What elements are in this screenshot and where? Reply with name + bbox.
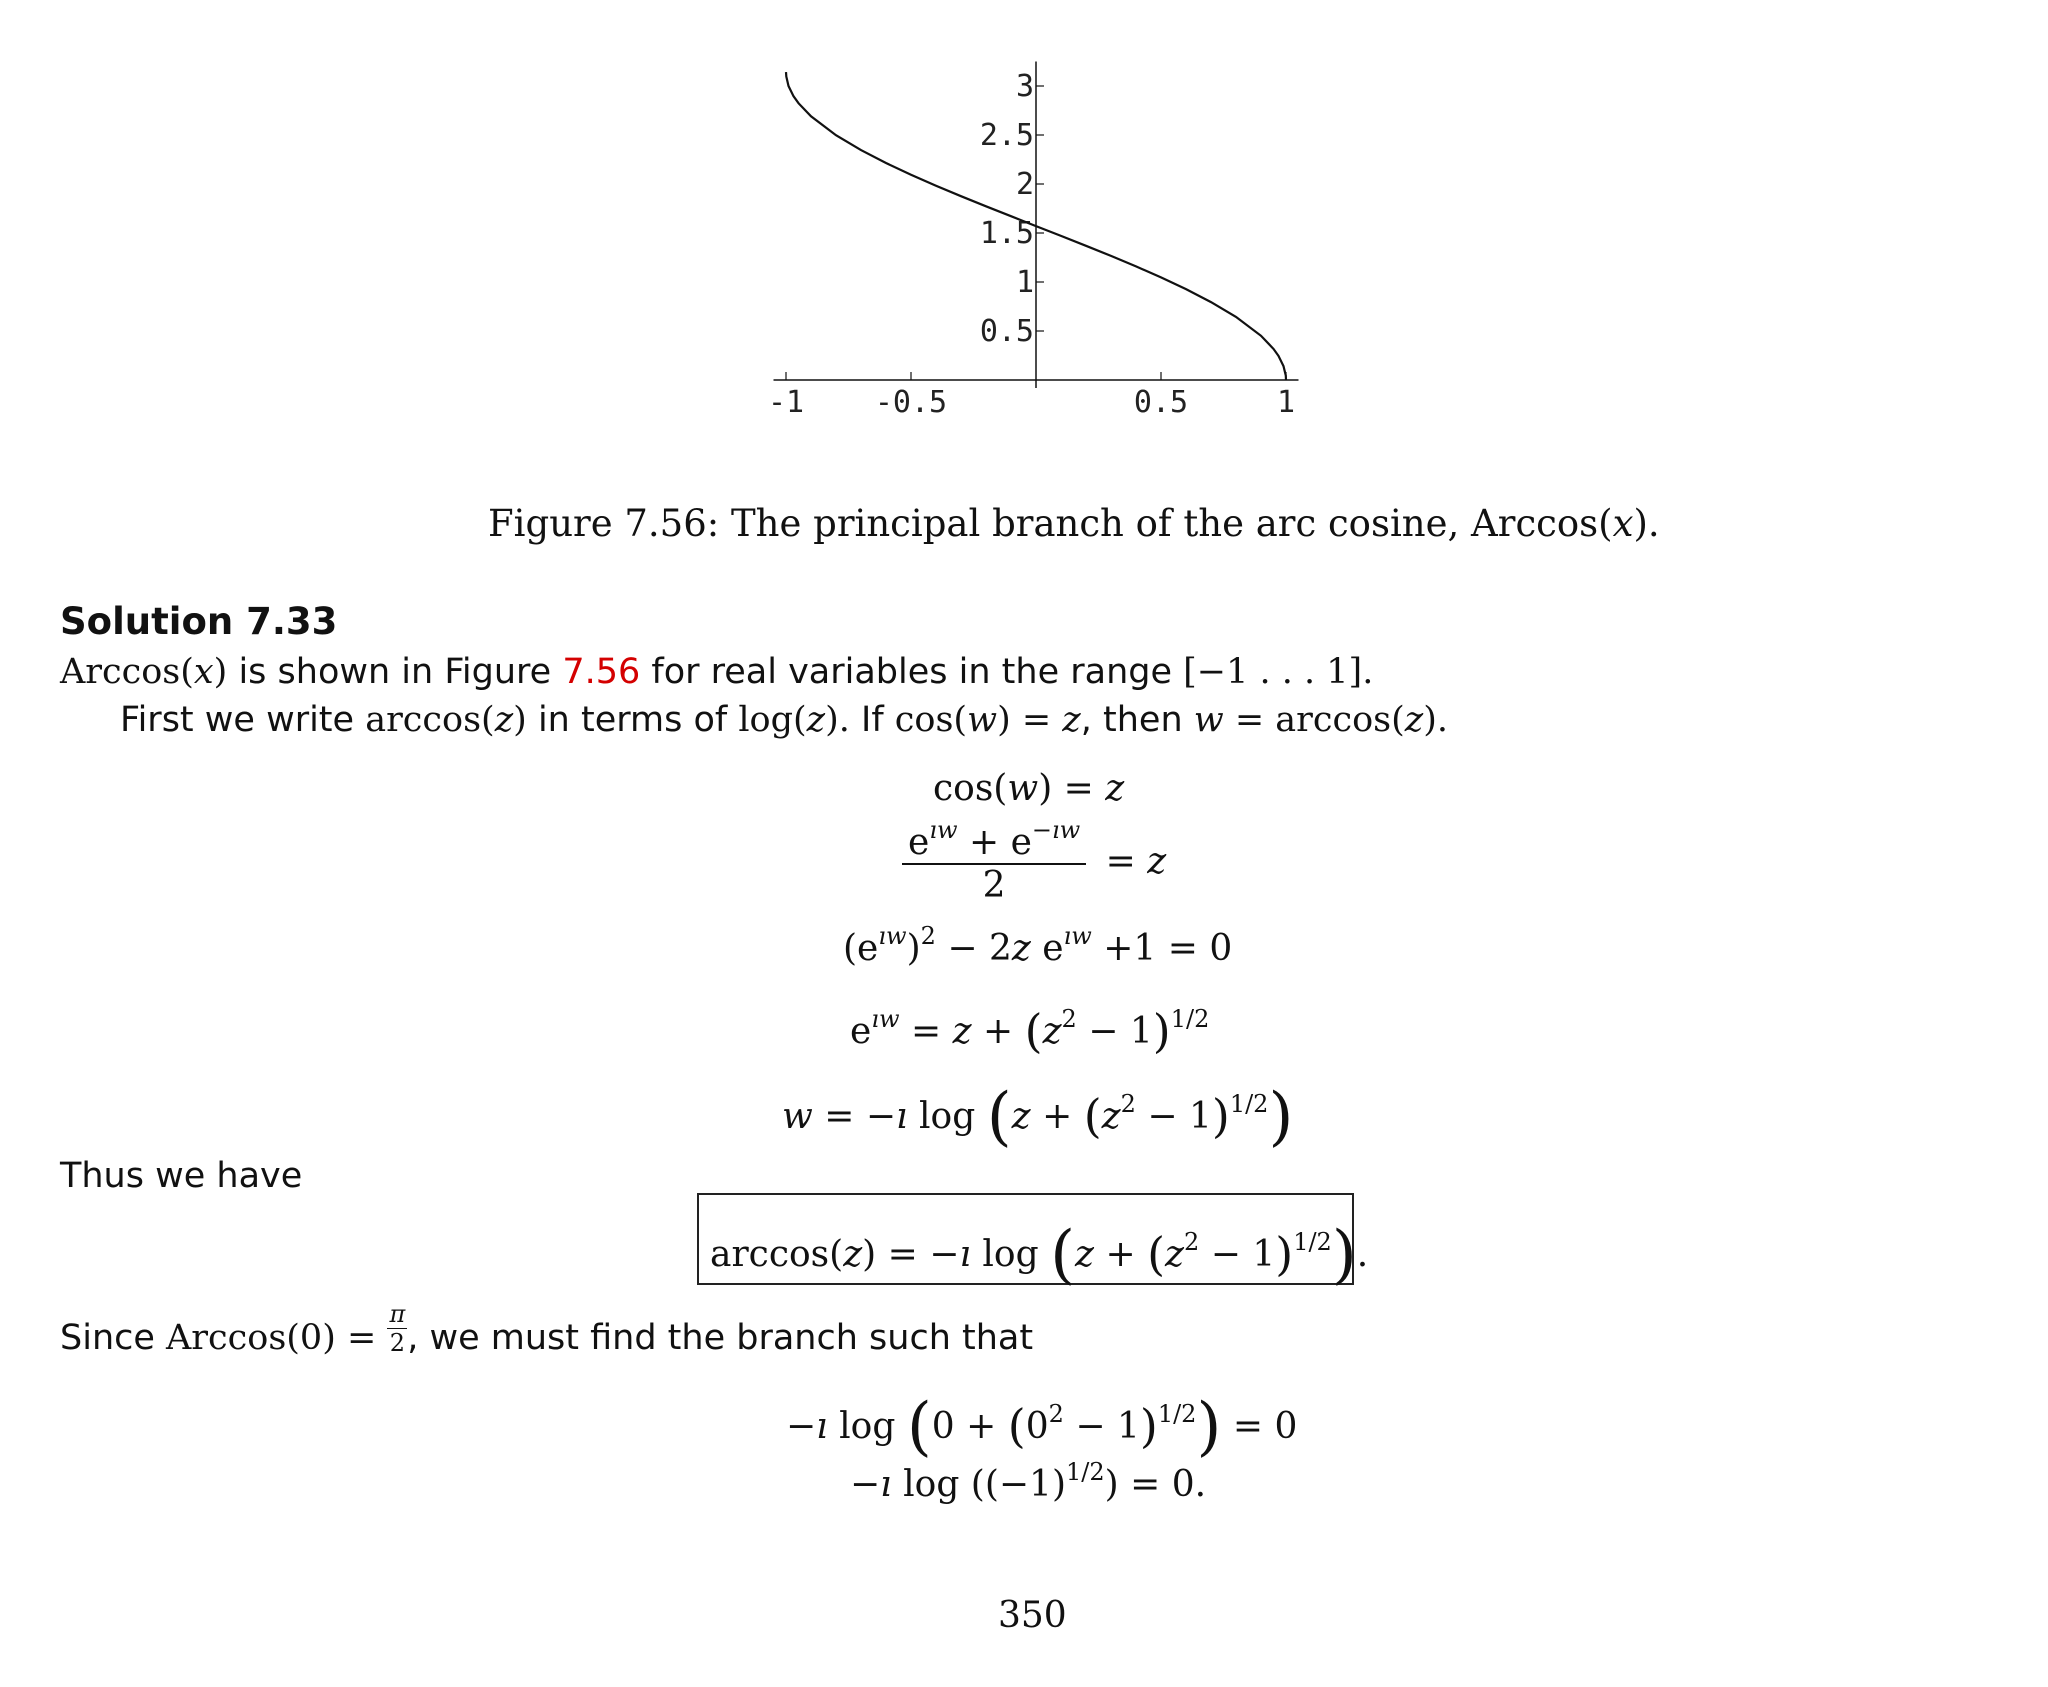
thus-text: Thus we have (60, 1156, 303, 1196)
solution-heading: Solution 7.33 (60, 600, 338, 643)
equation-3: $(e^{ıw})^2 - 2z$ $e^{ıw} +1 = 0$ (843, 922, 1233, 969)
arccos-plot (740, 40, 1320, 420)
y-tick-label: 2.5 (979, 118, 1034, 153)
figure-caption: Figure 7.56: The principal branch of the arc cosine, Arccos(x). (488, 502, 1660, 545)
y-tick-label: 2 (1015, 167, 1034, 202)
y-tick-label: 1.5 (979, 216, 1034, 251)
equation-4: $e^{ıw} = z + (z^2 - 1)^{1/2}$ (850, 1004, 1210, 1058)
x-tick-label: 1 (1276, 385, 1296, 420)
paragraph-2: First we write arccos(z) in terms of log(z). If cos(w) = z, then w = arccos(z). (120, 700, 1449, 740)
boxed-equation: arccos(z) = −ı $\log (z + (z^2 - 1)^{1/2})$. (710, 1218, 1369, 1292)
since-text: Since Arccos(0) = $\frac{\pi}{2}$ , we must find the branch such that (60, 1300, 1034, 1358)
plot-axes (774, 62, 1299, 389)
y-tick-label: 1 (1015, 265, 1034, 300)
plot-ticks (768, 69, 1295, 420)
equation-6: −ı $\log (0 + (0^2 - 1)^{1/2}) = 0$ (786, 1390, 1298, 1464)
y-tick-label: 3 (1015, 69, 1034, 104)
equation-7: −ı $\log ((-1)^{1/2}) = 0$. (850, 1458, 1207, 1505)
y-tick-label: 0.5 (979, 314, 1034, 349)
equation-1: cos(w) = z (933, 768, 1125, 809)
paragraph-1: Arccos(x) is shown in Figure 7.56 for real variables in the range [−1 . . . 1]. (60, 652, 1374, 692)
x-tick-label: -1 (767, 385, 805, 420)
equation-5: w = −ı $\log (z + (z^2 - 1)^{1/2})$ (782, 1080, 1294, 1154)
equation-2: $\frac{e^{ıw} + e^{-ıw}}{2}$ = z (902, 822, 1166, 906)
figure-link[interactable]: 7.56 (562, 652, 641, 692)
page-number: 350 (998, 1595, 1067, 1636)
x-tick-label: 0.5 (1133, 385, 1189, 420)
x-tick-label: -0.5 (874, 385, 948, 420)
